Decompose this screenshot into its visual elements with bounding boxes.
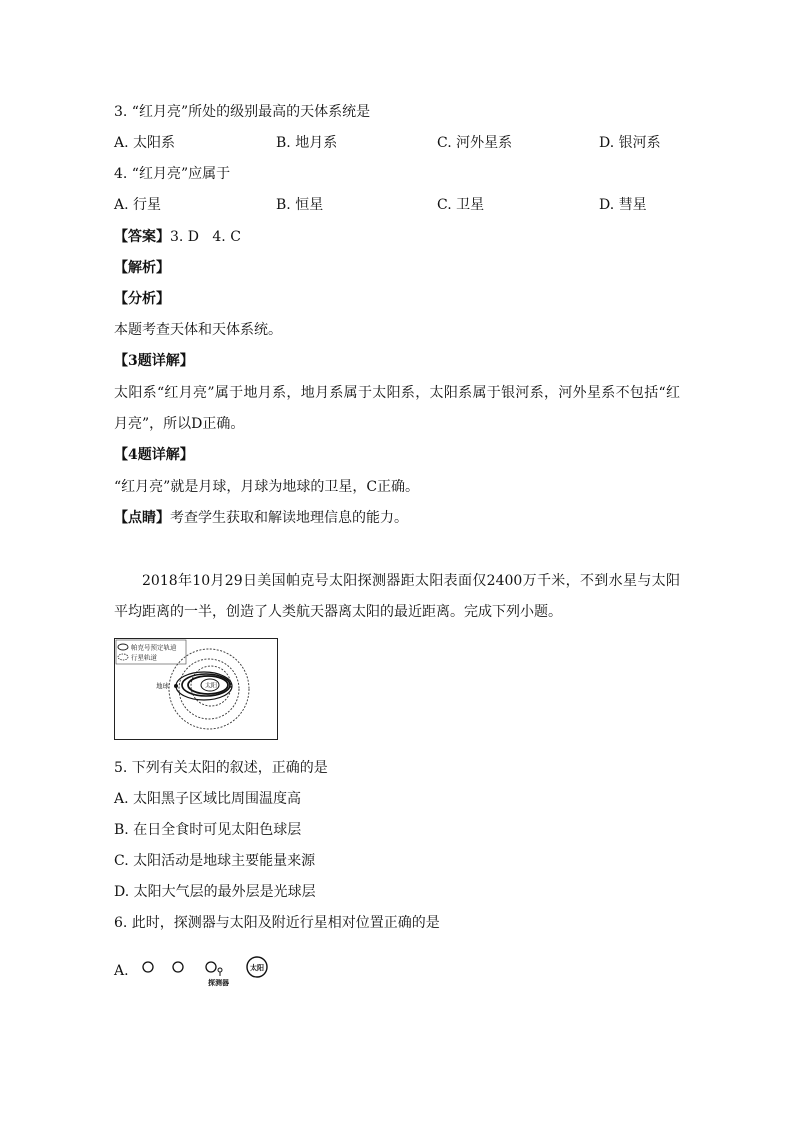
jiexi-heading: 【解析】 [114, 260, 170, 276]
q4-option-d: D. 彗星 [599, 197, 647, 213]
dianjing-label: 【点睛】 [114, 510, 170, 526]
answer-text: 3. D 4. C [170, 229, 241, 245]
q6-stem: 6. 此时，探测器与太阳及附近行星相对位置正确的是 [114, 915, 440, 931]
q3-detail-text: 太阳系“红月亮”属于地月系，地月系属于太阳系，太阳系属于银河系，河外星系不包括“红月亮”，所以D正确。 [114, 385, 680, 432]
q5-option-a: A. 太阳黑子区域比周围温度高 [114, 791, 302, 807]
q4-option-c: C. 卫星 [437, 197, 485, 213]
q4-detail-heading: 【4题详解】 [114, 447, 194, 463]
dianjing-text: 考查学生获取和解读地理信息的能力。 [170, 510, 408, 526]
earth-label: 地球 [156, 682, 169, 690]
fenxi-text: 本题考查天体和天体系统。 [114, 322, 282, 338]
earth-marker [174, 684, 178, 688]
probe-label: 探测器 [208, 979, 229, 987]
q3-option-c: C. 河外星系 [437, 135, 513, 151]
q4-detail-text: “红月亮”就是月球，月球为地球的卫星，C正确。 [114, 479, 420, 495]
q6-option-a-label: A. [114, 963, 129, 979]
answer-line [114, 227, 241, 247]
q3-stem: 3. “红月亮”所处的级别最高的天体系统是 [114, 104, 371, 120]
q5-option-c: C. 太阳活动是地球主要能量来源 [114, 853, 316, 869]
orbit-diagram [114, 638, 278, 740]
legend-planet-orbit-label: 行星轨道 [131, 653, 157, 662]
q3-detail-heading: 【3题详解】 [114, 353, 194, 369]
q4-stem: 4. “红月亮”应属于 [114, 166, 231, 182]
legend-probe-orbit-label: 帕克号预定轨道 [131, 643, 177, 652]
planet-2-icon [173, 962, 183, 972]
fenxi-heading: 【分析】 [114, 291, 170, 307]
q6-option-a-diagram [132, 955, 272, 989]
sun-icon-label: 太阳 [250, 964, 264, 972]
answer-label: 【答案】 [114, 229, 170, 245]
planet-1-icon [143, 962, 153, 972]
q5-option-d: D. 太阳大气层的最外层是光球层 [114, 884, 316, 900]
dianjing-line [114, 508, 408, 528]
q4-option-b: B. 恒星 [276, 197, 324, 213]
q3-option-a: A. 太阳系 [114, 135, 176, 151]
q5-stem: 5. 下列有关太阳的叙述，正确的是 [114, 760, 328, 776]
q3-option-d: D. 银河系 [599, 135, 661, 151]
q3-option-b: B. 地月系 [276, 135, 338, 151]
q4-option-a: A. 行星 [114, 197, 162, 213]
planet-3-icon [206, 962, 216, 972]
probe-icon [218, 968, 222, 972]
q5-option-b: B. 在日全食时可见太阳色球层 [114, 822, 302, 838]
intro-paragraph: 2018年10月29日美国帕克号太阳探测器距太阳表面仅2400万千米，不到水星与太阳平均距离的一半，创造了人类航天器离太阳的最近距离。完成下列小题。 [114, 573, 680, 620]
sun-label: 太阳 [205, 682, 218, 690]
